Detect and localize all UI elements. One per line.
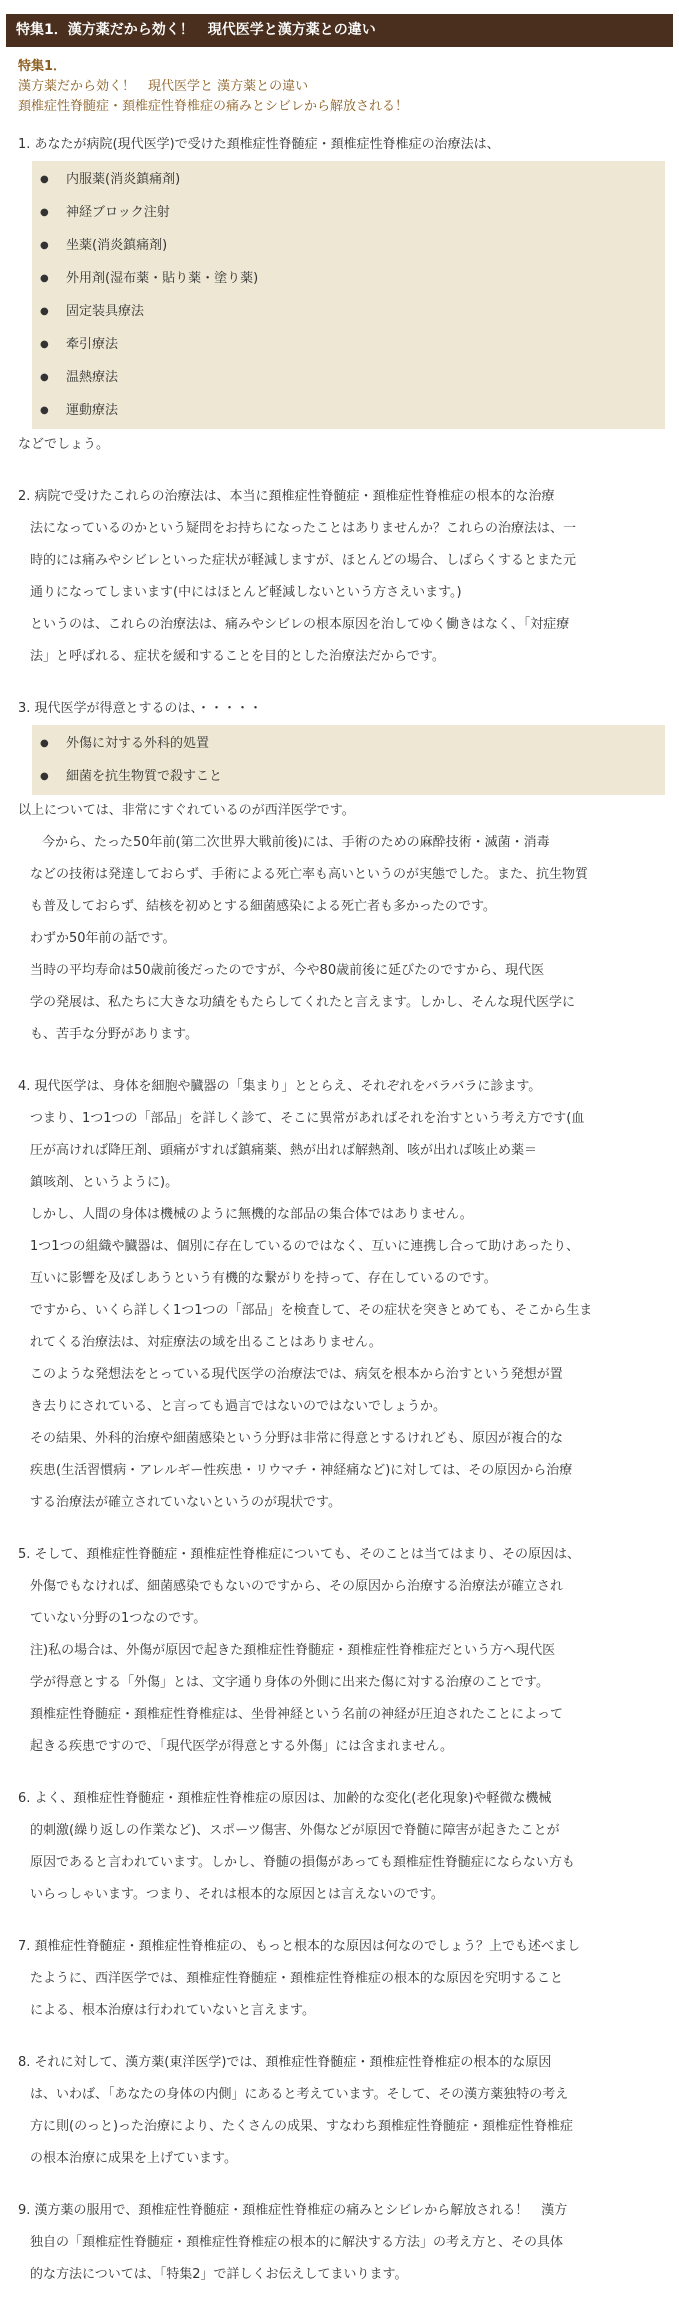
paragraph-line: このような発想法をとっている現代医学の治療法では、病気を根本から治すという発想が置 — [30, 1367, 563, 1382]
paragraph-line: 5. そして、頚椎症性脊髄症・頚椎症性脊椎症についても、そのことは当てはまり、その原因は、 — [18, 1547, 581, 1562]
paragraph-line: 疾患(生活習慣病・アレルギー性疾患・リウマチ・神経痛など)に対しては、その原因から治療 — [30, 1463, 573, 1478]
bullet-icon: ● — [40, 174, 49, 185]
paragraph-line: しかし、人間の身体は機械のように無機的な部品の集合体ではありません。 — [30, 1207, 473, 1222]
intro-line-1: 特集1． — [18, 59, 67, 74]
section-5 — [18, 1539, 667, 1763]
bullet-icon: ● — [40, 339, 49, 350]
paragraph-line: などの技術は発達しておらず、手術による死亡率も高いというのが実態でした。また、抗生物質 — [30, 867, 588, 882]
section-3-lead: 3. 現代医学が得意とするのは、・・・・・ — [18, 701, 263, 716]
paragraph-line: 時的には痛みやシビレといった症状が軽減しますが、ほとんどの場合、しばらくするとまた元 — [30, 553, 577, 568]
paragraph-line: 法になっているのかという疑問をお持ちになったことはありませんか？これらの治療法は、一 — [30, 521, 577, 536]
paragraph-line: 今から、たった50年前(第二次世界大戦前後)には、手術のための麻酔技術・滅菌・消毒 — [42, 835, 550, 850]
paragraph-line: 通りになってしまいます(中にはほとんど軽減しないという方さえいます。) — [30, 585, 462, 600]
paragraph-line: き去りにされている、と言っても過言ではないのではないでしょうか。 — [30, 1399, 447, 1414]
section-1-after-text: などでしょう。 — [18, 437, 110, 452]
section-3 — [18, 693, 667, 725]
paragraph-line: 学の発展は、私たちに大きな功績をもたらしてくれたと言えます。しかし、そんな現代医学に — [30, 995, 575, 1010]
paragraph-line: 圧が高ければ降圧剤、頭痛がすれば鎮痛薬、熱が出れば解熱剤、咳が出れば咳止め薬＝ — [30, 1143, 538, 1158]
paragraph-line: たように、西洋医学では、頚椎症性脊髄症・頚椎症性脊椎症の根本的な原因を究明すること — [30, 1971, 564, 1986]
list-item: ● 運動療法 — [32, 394, 665, 427]
bullet-icon: ● — [40, 738, 49, 749]
paragraph-line: 1つ1つの組織や臓器は、個別に存在しているのではなく、互いに連携し合って助けあったり、 — [30, 1239, 580, 1254]
section-9 — [18, 2195, 667, 2291]
paragraph-line: 頚椎症性脊髄症・頚椎症性脊椎症は、坐骨神経という名前の神経が圧迫されたことによって — [30, 1707, 564, 1722]
paragraph-line: ですから、いくら詳しく1つ1つの「部品」を検査して、その症状を突きとめても、そこから生ま — [30, 1303, 593, 1318]
section-6 — [18, 1783, 667, 1911]
paragraph-line: 2. 病院で受けたこれらの治療法は、本当に頚椎症性脊髄症・頚椎症性脊椎症の根本的な治療 — [18, 489, 555, 504]
bullet-icon: ● — [40, 306, 49, 317]
paragraph-line: 的な方法については、「特集2」で詳しくお伝えしてまいります。 — [30, 2267, 408, 2282]
paragraph-line: 注)私の場合は、外傷が原因で起きた頚椎症性脊髄症・頚椎症性脊椎症だという方へ現代医 — [30, 1643, 556, 1658]
paragraph-line: も普及しておらず、結核を初めとする細菌感染による死亡者も多かったのです。 — [30, 899, 496, 914]
strength-list — [32, 725, 665, 795]
paragraph-line: 起きる疾患ですので、「現代医学が得意とする外傷」には含まれません。 — [30, 1739, 454, 1754]
bullet-icon: ● — [40, 240, 49, 251]
paragraph-line: 6. よく、頚椎症性脊髄症・頚椎症性脊椎症の原因は、加齢的な変化(老化現象)や軽微な機械 — [18, 1791, 552, 1806]
section-1-after — [18, 429, 667, 461]
list-item: ● 固定装具療法 — [32, 295, 665, 328]
list-item: ● 外傷に対する外科的処置 — [32, 727, 665, 760]
section-7 — [18, 1931, 667, 2027]
paragraph-line: の根本治療に成果を上げています。 — [30, 2151, 237, 2166]
treatment-list — [32, 161, 665, 429]
paragraph-line: は、いわば、「あなたの身体の内側」にあると考えています。そして、その漢方薬独特の考え — [30, 2087, 569, 2102]
paragraph-line: れてくる治療法は、対症療法の域を出ることはありません。 — [30, 1335, 382, 1350]
paragraph-line: 互いに影響を及ぼしあうという有機的な繋がりを持って、存在しているのです。 — [30, 1271, 497, 1286]
bullet-icon: ● — [40, 405, 49, 416]
paragraph-line: つまり、1つ1つの「部品」を詳しく診て、そこに異常があればそれを治すという考え方です(血 — [30, 1111, 585, 1126]
paragraph-line: 独自の「頚椎症性脊髄症・頚椎症性脊椎症の根本的に解決する方法」の考え方と、その具体 — [30, 2235, 564, 2250]
paragraph-line: 外傷でもなければ、細菌感染でもないのですから、その原因から治療する治療法が確立され — [30, 1579, 564, 1594]
section-1-lead: 1. あなたが病院(現代医学)で受けた頚椎症性脊髄症・頚椎症性脊椎症の治療法は、 — [18, 137, 500, 152]
list-item: ● 細菌を抗生物質で殺すこと — [32, 760, 665, 793]
paragraph-line: 的刺激(繰り返しの作業など)、スポーツ傷害、外傷などが原因で脊髄に障害が起きたことが — [30, 1823, 560, 1838]
list-item: ● 神経ブロック注射 — [32, 196, 665, 229]
list-item: ● 牽引療法 — [32, 328, 665, 361]
paragraph-line: 原因であると言われています。しかし、脊髄の損傷があっても頚椎症性脊髄症にならない方も — [30, 1855, 575, 1870]
paragraph-line: 学が得意とする「外傷」とは、文字通り身体の外側に出来た傷に対する治療のことです。 — [30, 1675, 549, 1690]
bullet-icon: ● — [40, 273, 49, 284]
paragraph-line: 法」と呼ばれる、症状を緩和することを目的とした治療法だからです。 — [30, 649, 445, 664]
list-item: ● 内服薬(消炎鎮痛剤) — [32, 163, 665, 196]
paragraph-line: も、苦手な分野があります。 — [30, 1027, 198, 1042]
paragraph-line: いらっしゃいます。つまり、それは根本的な原因とは言えないのです。 — [30, 1887, 444, 1902]
bullet-icon: ● — [40, 771, 49, 782]
section-1 — [18, 129, 667, 161]
bullet-icon: ● — [40, 372, 49, 383]
section-4 — [18, 1071, 667, 1519]
intro-block — [18, 57, 667, 117]
section-8 — [18, 2047, 667, 2175]
paragraph-line: 8. それに対して、漢方薬(東洋医学)では、頚椎症性脊髄症・頚椎症性脊椎症の根本的な原因 — [18, 2055, 552, 2070]
list-item: ● 温熱療法 — [32, 361, 665, 394]
paragraph-line: わずか50年前の話です。 — [30, 931, 176, 946]
paragraph-line: 鎮咳剤、というように)。 — [30, 1175, 179, 1190]
paragraph-line: 以上については、非常にすぐれているのが西洋医学です。 — [18, 803, 355, 818]
page-title: 特集1．漢方薬だから効く！ 現代医学と漢方薬との違い — [6, 14, 673, 47]
paragraph-line: による、根本治療は行われていないと言えます。 — [30, 2003, 315, 2018]
intro-line-3: 頚椎症性脊髄症・頚椎症性脊椎症の痛みとシビレから解放される！ — [18, 99, 409, 114]
paragraph-line: 当時の平均寿命は50歳前後だったのですが、今や80歳前後に延びたのですから、現代医 — [30, 963, 545, 978]
section-2 — [18, 481, 667, 673]
paragraph-line: ていない分野の1つなのです。 — [30, 1611, 207, 1626]
paragraph-line: 9. 漢方薬の服用で、頚椎症性脊髄症・頚椎症性脊椎症の痛みとシビレから解放される！ 漢方 — [18, 2203, 568, 2218]
section-3-body — [18, 795, 667, 1051]
paragraph-line: 方に則(のっと)った治療により、たくさんの成果、すなわち頚椎症性脊髄症・頚椎症性脊椎症 — [30, 2119, 574, 2134]
paragraph-line: する治療法が確立されていないというのが現状です。 — [30, 1495, 341, 1510]
list-item: ● 外用剤(湿布薬・貼り薬・塗り薬) — [32, 262, 665, 295]
intro-line-2: 漢方薬だから効く！ 現代医学と 漢方薬との違い — [18, 79, 309, 94]
paragraph-line: 4. 現代医学は、身体を細胞や臓器の「集まり」ととらえ、それぞれをバラバラに診ます。 — [18, 1079, 542, 1094]
paragraph-line: その結果、外科的治療や細菌感染という分野は非常に得意とするけれども、原因が複合的な — [30, 1431, 564, 1446]
list-item: ● 坐薬(消炎鎮痛剤) — [32, 229, 665, 262]
page — [0, 14, 679, 2291]
bullet-icon: ● — [40, 207, 49, 218]
paragraph-line: というのは、これらの治療法は、痛みやシビレの根本原因を治してゆく働きはなく、「対症療 — [30, 617, 570, 632]
paragraph-line: 7. 頚椎症性脊髄症・頚椎症性脊椎症の、もっと根本的な原因は何なのでしょう？上でも述べまし — [18, 1939, 581, 1954]
